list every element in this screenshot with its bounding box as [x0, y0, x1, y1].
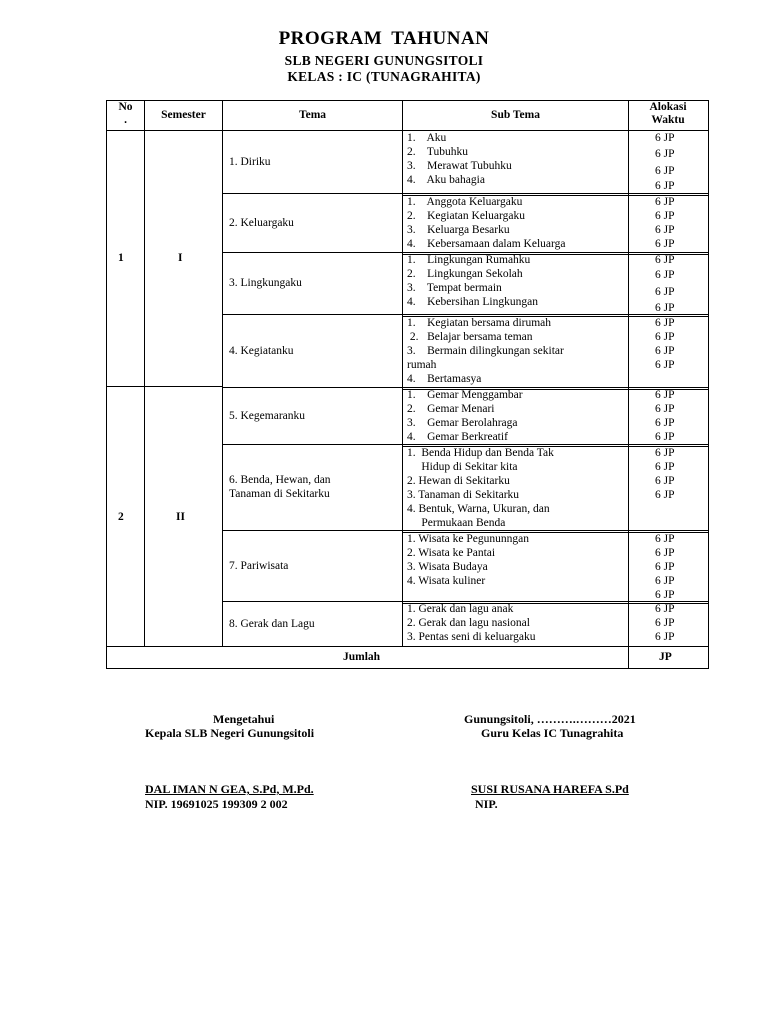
- subtema-item: 1. Anggota Keluargaku: [407, 196, 523, 208]
- document-title: PROGRAM TAHUNAN: [278, 28, 490, 49]
- header-semester: Semester: [161, 109, 206, 121]
- subtema-item: 1. Gemar Menggambar: [407, 389, 523, 401]
- alokasi-value: 6 JP: [655, 196, 675, 208]
- semester-divider: [106, 386, 222, 387]
- alokasi-value: 6 JP: [655, 180, 675, 192]
- tema-text: 8. Gerak dan Lagu: [229, 618, 315, 630]
- header-tema: Tema: [298, 109, 327, 121]
- subtema-item: 1. Gerak dan lagu anak: [407, 603, 514, 615]
- column-divider: [402, 100, 403, 646]
- alokasi-value: 6 JP: [655, 302, 675, 314]
- theme-divider: [222, 444, 708, 445]
- table-border-bottom: [106, 668, 709, 669]
- tema-text: 5. Kegemaranku: [229, 410, 305, 422]
- subtema-item: 3. Tempat bermain: [407, 282, 502, 294]
- sig-right-name: SUSI RUSANA HAREFA S.Pd: [471, 782, 629, 796]
- alokasi-value: 6 JP: [655, 210, 675, 222]
- sig-left-line1: Mengetahui: [213, 712, 275, 726]
- jumlah-total: JP: [659, 651, 672, 663]
- sig-right-line1: Gunungsitoli, ……….………2021: [464, 712, 636, 726]
- subtema-item: 4. Wisata kuliner: [407, 575, 486, 587]
- alokasi-value: 6 JP: [655, 132, 675, 144]
- column-divider: [628, 100, 629, 668]
- subtema-item: 4. Bertamasya: [407, 373, 482, 385]
- alokasi-value: 6 JP: [655, 165, 675, 177]
- semester-name: I: [178, 252, 183, 264]
- class-name: KELAS : IC (TUNAGRAHITA): [287, 69, 481, 84]
- subtema-item: 3. Bermain dilingkungan sekitar: [407, 345, 564, 357]
- subtema-item: 3. Gemar Berolahraga: [407, 417, 518, 429]
- sig-left-name: DAL IMAN N GEA, S.Pd, M.Pd.: [145, 782, 314, 796]
- alokasi-value: 6 JP: [655, 331, 675, 343]
- sig-right-line2: Guru Kelas IC Tunagrahita: [481, 726, 624, 740]
- subtema-item: Permukaan Benda: [407, 517, 506, 529]
- table-border-left: [106, 100, 107, 668]
- alokasi-value: 6 JP: [655, 475, 675, 487]
- subtema-item: 1. Aku: [407, 132, 447, 144]
- alokasi-value: 6 JP: [655, 389, 675, 401]
- subtema-item: 1. Lingkungan Rumahku: [407, 254, 531, 266]
- alokasi-value: 6 JP: [655, 431, 675, 443]
- table-border-top: [106, 100, 709, 101]
- tema-text: 7. Pariwisata: [229, 560, 289, 572]
- table-footer-top: [106, 646, 709, 647]
- subtema-item: 2. Tubuhku: [407, 146, 469, 158]
- column-divider: [144, 100, 145, 646]
- alokasi-value: 6 JP: [655, 631, 675, 643]
- subtema-item: Hidup di Sekitar kita: [407, 461, 518, 473]
- subtema-item: 2. Lingkungan Sekolah: [407, 268, 523, 280]
- alokasi-value: 6 JP: [655, 589, 675, 601]
- tema-text: Tanaman di Sekitarku: [229, 488, 330, 500]
- alokasi-value: 6 JP: [655, 286, 675, 298]
- header-alokasi-line1: Alokasi: [649, 101, 687, 113]
- alokasi-value: 6 JP: [655, 254, 675, 266]
- tema-text: 4. Kegiatanku: [229, 345, 294, 357]
- alokasi-value: 6 JP: [655, 561, 675, 573]
- theme-divider: [222, 193, 708, 194]
- subtema-item: 3. Merawat Tubuhku: [407, 160, 512, 172]
- alokasi-value: 6 JP: [655, 359, 675, 371]
- alokasi-value: 6 JP: [655, 317, 675, 329]
- subtema-item: 2. Gerak dan lagu nasional: [407, 617, 530, 629]
- tema-text: 1. Diriku: [229, 156, 271, 168]
- header-subtema: Sub Tema: [491, 109, 540, 121]
- subtema-item: 3. Keluarga Besarku: [407, 224, 510, 236]
- sig-left-line2: Kepala SLB Negeri Gunungsitoli: [145, 726, 315, 740]
- column-divider: [222, 100, 223, 646]
- subtema-item: 4. Kebersihan Lingkungan: [407, 296, 538, 308]
- subtema-item: 3. Pentas seni di keluargaku: [407, 631, 536, 643]
- alokasi-value: 6 JP: [655, 603, 675, 615]
- school-name: SLB NEGERI GUNUNGSITOLI: [284, 53, 484, 68]
- tema-text: 6. Benda, Hewan, dan: [229, 474, 331, 486]
- header-alokasi: [629, 101, 707, 127]
- subtema-item: 2. Wisata ke Pantai: [407, 547, 496, 559]
- semester-name: II: [176, 511, 185, 523]
- jumlah-label: Jumlah: [343, 651, 381, 663]
- subtema-item: 2. Hewan di Sekitarku: [407, 475, 510, 487]
- subtema-item: 4. Kebersamaan dalam Keluarga: [407, 238, 566, 250]
- subtema-item: 2. Kegiatan Keluargaku: [407, 210, 525, 222]
- theme-divider: [222, 314, 708, 315]
- subtema-item: 1. Kegiatan bersama dirumah: [407, 317, 552, 329]
- sig-left-nip: NIP. 19691025 199309 2 002: [145, 797, 288, 811]
- alokasi-value: 6 JP: [655, 417, 675, 429]
- header-no-line2: .: [124, 114, 127, 126]
- alokasi-value: 6 JP: [655, 447, 675, 459]
- subtema-item: 3. Tanaman di Sekitarku: [407, 489, 520, 501]
- alokasi-value: 6 JP: [655, 345, 675, 357]
- alokasi-value: 6 JP: [655, 269, 675, 281]
- alokasi-value: 6 JP: [655, 403, 675, 415]
- subtema-item: 2. Belajar bersama teman: [407, 331, 533, 343]
- subtema-item: rumah: [407, 359, 437, 371]
- semester-no: 2: [118, 511, 124, 523]
- alokasi-value: 6 JP: [655, 575, 675, 587]
- alokasi-value: 6 JP: [655, 148, 675, 160]
- subtema-item: 3. Wisata Budaya: [407, 561, 488, 573]
- subtema-item: 1. Benda Hidup dan Benda Tak: [407, 447, 554, 459]
- alokasi-value: 6 JP: [655, 238, 675, 250]
- tema-text: 3. Lingkungaku: [229, 277, 302, 289]
- header-no: [107, 101, 144, 127]
- alokasi-value: 6 JP: [655, 617, 675, 629]
- alokasi-value: 6 JP: [655, 224, 675, 236]
- subtema-item: 4. Aku bahagia: [407, 174, 485, 186]
- subtema-item: 4. Gemar Berkreatif: [407, 431, 508, 443]
- alokasi-value: 6 JP: [655, 533, 675, 545]
- subtema-item: 2. Gemar Menari: [407, 403, 495, 415]
- subtema-item: 4. Bentuk, Warna, Ukuran, dan: [407, 503, 550, 515]
- header-alokasi-line2: Waktu: [651, 114, 685, 126]
- tema-text: 2. Keluargaku: [229, 217, 294, 229]
- alokasi-value: 6 JP: [655, 461, 675, 473]
- theme-divider: [222, 530, 708, 531]
- alokasi-value: 6 JP: [655, 489, 675, 501]
- sig-right-nip: NIP.: [475, 797, 498, 811]
- header-no-line1: No: [118, 101, 133, 113]
- alokasi-value: 6 JP: [655, 547, 675, 559]
- subtema-item: 1. Wisata ke Pegununngan: [407, 533, 529, 545]
- semester-no: 1: [118, 252, 124, 264]
- table-border-right: [708, 100, 709, 669]
